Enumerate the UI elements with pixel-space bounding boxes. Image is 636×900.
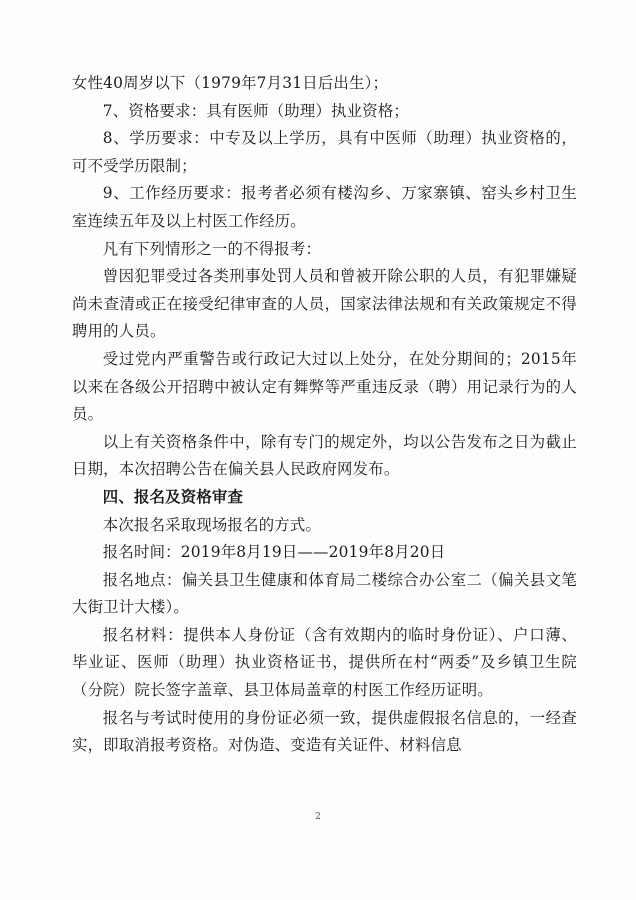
page-number: 2: [315, 812, 321, 822]
document-body: [72, 70, 577, 760]
paragraph-registration-method: 本次报名采取现场报名的方式。: [102, 515, 322, 534]
paragraph-exclusion-intro: 凡有下列情形之一的不得报考：: [102, 239, 322, 258]
paragraph-registration-time: 报名时间：2019年8月19日——2019年8月20日: [102, 543, 446, 562]
paragraph-work-experience: 9、工作经历要求：报考者必须有楼沟乡、万家寨镇、窑头乡村卫生室连续五年及以上村医工作经历。: [72, 184, 577, 230]
paragraph-registration-location: 报名地点：偏关县卫生健康和体育局二楼综合办公室二（偏关县文笔大街卫计大楼）。: [72, 570, 577, 617]
paragraph-qualification: 7、资格要求：具有医师（助理）执业资格；: [102, 101, 410, 120]
paragraph-id-consistency: 报名与考试时使用的身份证必须一致，提供虚假报名信息的，一经查实，即取消报考资格。对伪造、变造有关证件、材料信息: [72, 708, 577, 755]
paragraph-gender-age: 女性40周岁以下（1979年7月31日后出生）；: [72, 74, 389, 92]
paragraph-registration-materials: 报名材料：提供本人身份证（含有效期内的临时身份证）、户口薄、毕业证、医师（助理）执业资格证书，提供所在村“两委”及乡镇卫生院（分院）院长签字盖章、县卫体局盖章的村医工作经历证明。: [72, 625, 577, 700]
paragraph-education: 8、学历要求：中专及以上学历，具有中医师（助理）执业资格的，可不受学历限制；: [72, 129, 577, 175]
section-heading-registration: 四、报名及资格审查: [102, 487, 244, 506]
paragraph-exclusion-discipline: 受过党内严重警告或行政记大过以上处分，在处分期间的；2015年以来在各级公开招聘中被认定有舞弊等严重违反录（聘）用记录行为的人员。: [72, 349, 577, 424]
paragraph-exclusion-criminal: 曾因犯罪受过各类刑事处罚人员和曾被开除公职的人员，有犯罪嫌疑尚未查清或正在接受纪律审查的人员，国家法律法规和有关政策规定不得聘用的人员。: [72, 267, 577, 341]
paragraph-deadline: 以上有关资格条件中，除有专门的规定外，均以公告发布之日为截止日期，本次招聘公告在偏关县人民政府网发布。: [72, 432, 577, 479]
